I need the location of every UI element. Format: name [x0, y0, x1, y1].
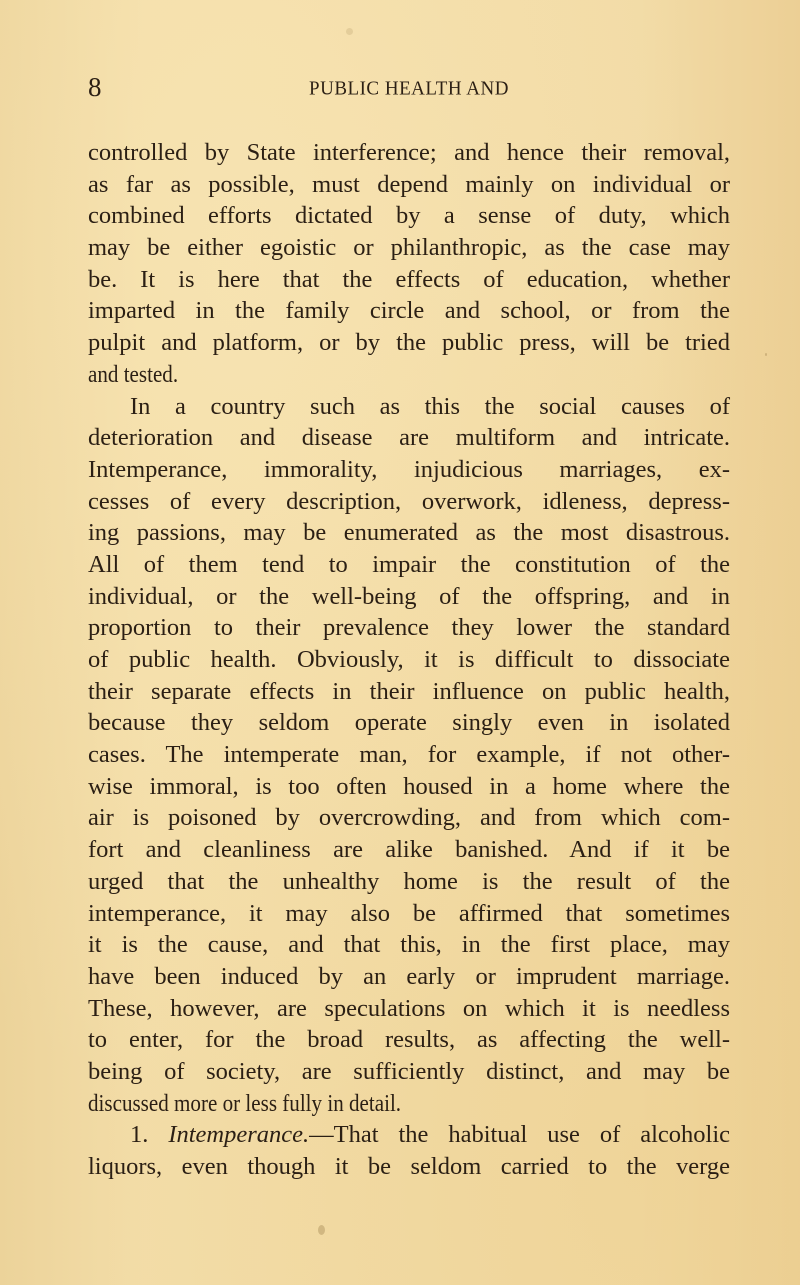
text-line: be. It is here that the effects of education, whether [88, 265, 730, 293]
text-line: because they seldom operate singly even in isolated [88, 709, 730, 737]
text-line: ing passions, may be enumerated as the most disastrous. [88, 519, 730, 547]
text-line: These, however, are speculations on which it is needless [88, 994, 730, 1022]
text-line: to enter, for the broad results, as affecting the well- [88, 1026, 730, 1054]
section-title: Intemperance. [168, 1121, 310, 1149]
text-line: imparted in the family circle and school, or from the [88, 297, 730, 325]
running-head-title: PUBLIC HEALTH AND [309, 77, 509, 100]
text-line: discussed more or less fully in detail. [88, 1089, 402, 1117]
text-line: proportion to their prevalence they lower the standard [88, 614, 730, 642]
text-line: cases. The intemperate man, for example, if not other- [88, 741, 730, 769]
text-line: intemperance, it may also be affirmed that sometimes [88, 899, 730, 927]
text-line: and tested. [88, 360, 179, 388]
text-line: pulpit and platform, or by the public press, will be tried [88, 329, 730, 357]
text-line: of public health. Obviously, it is difficult to dissociate [88, 646, 730, 673]
em-dash: — [309, 1121, 334, 1149]
text-line: fort and cleanliness are alike banished. And if it be [88, 836, 730, 864]
text-line: their separate effects in their influence on public health, [88, 677, 730, 705]
paper-speck [765, 353, 767, 356]
text-line: deterioration and disease are multiform and intricate. [88, 424, 730, 452]
paper-speck [346, 28, 353, 35]
section-heading-line [88, 1119, 730, 1151]
section-lead-text: That the habitual use of alcoholic [333, 1121, 731, 1149]
text-line: cesses of every description, overwork, idleness, depress- [88, 487, 730, 515]
text-line: as far as possible, must depend mainly on individual or [88, 170, 730, 198]
text-line: controlled by State interference; and hence their removal, [88, 139, 730, 166]
text-line: combined efforts dictated by a sense of duty, which [88, 202, 730, 230]
text-line: being of society, are sufficiently distinct, and may be [88, 1057, 730, 1085]
text-line: wise immoral, is too often housed in a home where the [88, 772, 730, 800]
text-line: All of them tend to impair the constitution of the [88, 550, 730, 578]
text-line: individual, or the well-being of the offspring, and in [88, 582, 730, 610]
running-head [88, 72, 730, 102]
paragraph-start-line: In a country such as this the social causes of [130, 392, 730, 420]
text-line: may be either egoistic or philanthropic, as the case may [88, 234, 730, 262]
paper-speck [318, 1225, 325, 1235]
page-number: 8 [88, 72, 102, 102]
section-number: 1. [130, 1121, 149, 1149]
text-line: liquors, even though it be seldom carried to the verge [88, 1153, 730, 1180]
text-line: Intemperance, immorality, injudicious marriages, ex- [88, 455, 730, 483]
text-line: have been induced by an early or imprudent marriage. [88, 962, 730, 990]
body-text [88, 137, 730, 1183]
text-line: air is poisoned by overcrowding, and from which com- [88, 804, 730, 832]
text-line: urged that the unhealthy home is the result of the [88, 867, 730, 895]
text-line: it is the cause, and that this, in the first place, may [88, 931, 730, 959]
